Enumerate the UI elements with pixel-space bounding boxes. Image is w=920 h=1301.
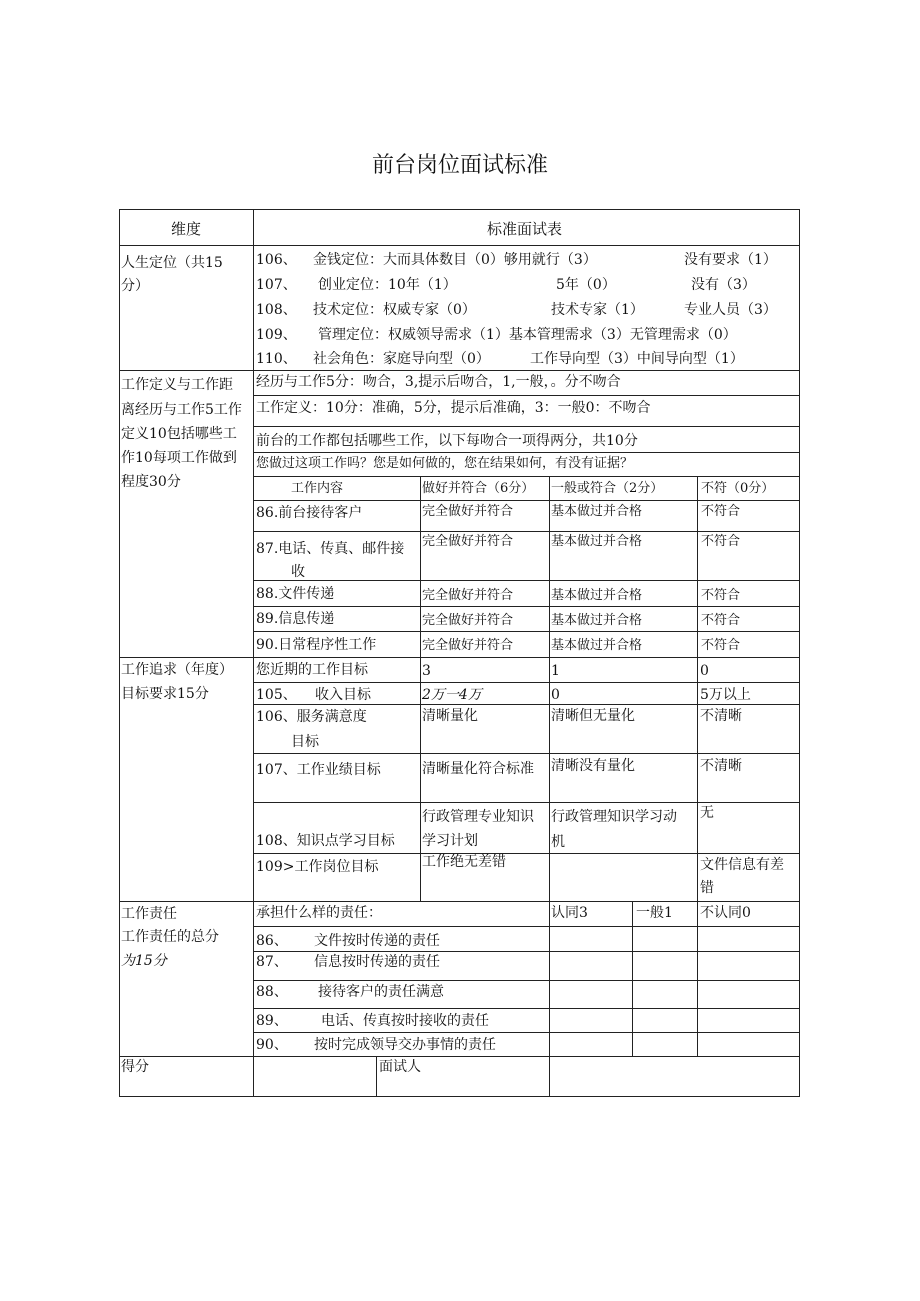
goal-value: 清晰量化 xyxy=(422,708,478,724)
goal-item: 108、知识点学习目标 xyxy=(256,833,395,849)
goal-value: 不清晰 xyxy=(700,758,742,774)
responsibility-item: 按时完成领导交办事情的责任 xyxy=(314,1037,496,1053)
list-item-number: 109、 xyxy=(256,327,297,343)
section-label: 工作追求（年度） xyxy=(121,662,233,678)
list-item: 没有要求（1） xyxy=(684,252,777,268)
column-header: 做好并符合（6分） xyxy=(422,481,535,496)
goal-value: 清晰但无量化 xyxy=(551,708,635,724)
row-divider xyxy=(253,926,800,927)
list-item: 技术专家（1） xyxy=(551,302,644,318)
header-standard-table: 标准面试表 xyxy=(487,220,563,238)
definition-criteria: 工作定义：10分：准确，5分，提示后准确，3：一般0：不吻合 xyxy=(256,400,651,416)
list-item: 管理定位：权威领导需求（1）基本管理需求（3）无管理需求（0） xyxy=(318,327,737,343)
column-divider xyxy=(697,476,698,1056)
work-item: 86.前台接待客户 xyxy=(256,505,363,521)
responsibility-number: 87、 xyxy=(256,954,288,970)
section-label: 定义10包括哪些工 xyxy=(121,426,237,442)
work-item-good: 完全做好并符合 xyxy=(422,613,514,628)
row-divider xyxy=(253,802,800,803)
goal-item: 目标 xyxy=(291,734,319,750)
work-item-average: 基本做过并合格 xyxy=(551,504,643,519)
goal-value: 2万一4万 xyxy=(422,687,482,703)
responsibility-score: 不认同0 xyxy=(700,905,751,921)
goal-item: 107、工作业绩目标 xyxy=(256,762,381,778)
goal-item: 109>工作岗位目标 xyxy=(256,859,379,875)
interviewer-label: 面试人 xyxy=(379,1059,421,1075)
list-item: 技术定位：权威专家（0） xyxy=(313,302,476,318)
work-item-good: 完全做好并符合 xyxy=(422,534,514,549)
section-label: 工作责任 xyxy=(121,906,177,922)
experience-criteria: 经历与工作5分：吻合，3,提示后吻合，1,一般，。分不吻合 xyxy=(256,374,621,390)
work-item-good: 完全做好并符合 xyxy=(422,504,514,519)
work-item: 90.日常程序性工作 xyxy=(256,637,377,653)
section-label: 工作定义与工作距 xyxy=(121,377,233,393)
responsibility-item: 电话、传真按时接收的责任 xyxy=(321,1013,489,1029)
responsibility-header: 承担什么样的责任： xyxy=(256,905,382,921)
section-label: 程度30分 xyxy=(121,474,181,490)
goal-value: 行政管理知识学习动 xyxy=(551,809,677,825)
column-header: 不符（0分） xyxy=(701,481,775,496)
goal-value: 文件信息有差 xyxy=(700,857,784,873)
list-item-number: 106、 xyxy=(256,252,297,268)
page-title: 前台岗位面试标准 xyxy=(371,153,548,178)
responsibility-number: 86、 xyxy=(256,933,288,949)
column-divider xyxy=(376,1056,377,1097)
goal-value: 学习计划 xyxy=(422,833,478,849)
goal-item: 收入目标 xyxy=(315,687,371,703)
section-label: 作10每项工作做到 xyxy=(121,450,237,466)
list-item: 专业人员（3） xyxy=(684,302,777,318)
responsibility-item: 信息按时传递的责任 xyxy=(314,954,440,970)
section-label: 人生定位（共15 xyxy=(121,255,223,271)
list-item-number: 110、 xyxy=(256,351,297,367)
goal-value: 不清晰 xyxy=(700,708,742,724)
responsibility-item: 文件按时传递的责任 xyxy=(314,933,440,949)
work-item-good: 完全做好并符合 xyxy=(422,638,514,653)
responsibility-item: 接待客户的责任满意 xyxy=(318,984,444,1000)
work-item-average: 基本做过并合格 xyxy=(551,588,643,603)
column-divider xyxy=(632,901,633,1056)
work-item-average: 基本做过并合格 xyxy=(551,534,643,549)
list-item: 5年（0） xyxy=(556,277,616,293)
list-item-number: 108、 xyxy=(256,302,297,318)
list-item: 工作导向型（3）中间导向型（1） xyxy=(530,351,744,367)
header-dimension: 维度 xyxy=(171,220,202,238)
work-item: 88.文件传递 xyxy=(256,586,335,602)
list-item-number: 107、 xyxy=(256,277,297,293)
work-item: 收 xyxy=(291,564,305,580)
goal-value: 机 xyxy=(551,834,565,850)
work-item: 87.电话、传真、邮件接 xyxy=(256,541,405,557)
row-divider xyxy=(119,245,800,246)
column-divider xyxy=(420,476,421,901)
goal-value: 5万以上 xyxy=(700,687,751,703)
interview-question: 您做过这项工作吗？您是如何做的，您在结果如何，有没有证据？ xyxy=(256,456,634,471)
included-work-criteria: 前台的工作都包括哪些工作，以下每吻合一项得两分，共10分 xyxy=(256,433,638,449)
goal-value: 无 xyxy=(700,805,714,821)
goal-item-number: 105、 xyxy=(256,687,297,703)
section-label: 离经历与工作5工作 xyxy=(121,402,242,418)
list-item: 社会角色：家庭导向型（0） xyxy=(313,351,490,367)
list-item: 创业定位：10年（1） xyxy=(318,277,457,293)
goal-value: 错 xyxy=(700,880,714,896)
goal-value: 工作绝无差错 xyxy=(422,854,506,870)
work-item-good: 完全做好并符合 xyxy=(422,588,514,603)
responsibility-number: 89、 xyxy=(256,1013,288,1029)
work-item-fail: 不符合 xyxy=(701,504,741,519)
goal-value: 行政管理专业知识 xyxy=(422,809,534,825)
section-label: 为15分 xyxy=(121,953,167,969)
goal-header: 您近期的工作目标 xyxy=(256,662,368,678)
section-label: 分） xyxy=(121,278,149,294)
responsibility-number: 90、 xyxy=(256,1037,288,1053)
list-item: 没有（3） xyxy=(691,277,756,293)
goal-header-score: 0 xyxy=(700,663,709,679)
work-item-fail: 不符合 xyxy=(701,613,741,628)
goal-header-score: 3 xyxy=(422,663,431,679)
goal-item: 106、服务满意度 xyxy=(256,709,367,725)
work-item-fail: 不符合 xyxy=(701,638,741,653)
section-label: 目标要求15分 xyxy=(121,686,209,702)
work-item-average: 基本做过并合格 xyxy=(551,613,643,628)
work-item: 89.信息传递 xyxy=(256,611,335,627)
row-divider xyxy=(253,580,800,581)
score-label: 得分 xyxy=(121,1059,149,1075)
list-item: 金钱定位：大而具体数目（0）够用就行（3） xyxy=(313,252,597,268)
column-header: 一般或符合（2分） xyxy=(551,481,664,496)
goal-value: 清晰没有量化 xyxy=(551,758,635,774)
responsibility-number: 88、 xyxy=(256,984,288,1000)
work-item-fail: 不符合 xyxy=(701,588,741,603)
column-header: 工作内容 xyxy=(291,481,344,496)
work-item-fail: 不符合 xyxy=(701,534,741,549)
column-divider xyxy=(549,476,550,1097)
section-label: 工作责任的总分 xyxy=(121,929,219,945)
responsibility-score: 一般1 xyxy=(636,905,673,921)
work-item-average: 基本做过并合格 xyxy=(551,638,643,653)
responsibility-score: 认同3 xyxy=(551,905,588,921)
goal-value: 清晰量化符合标准 xyxy=(422,761,534,777)
column-divider xyxy=(253,209,254,1097)
row-divider xyxy=(253,426,800,427)
goal-header-score: 1 xyxy=(551,663,560,679)
goal-value: 0 xyxy=(551,687,560,703)
